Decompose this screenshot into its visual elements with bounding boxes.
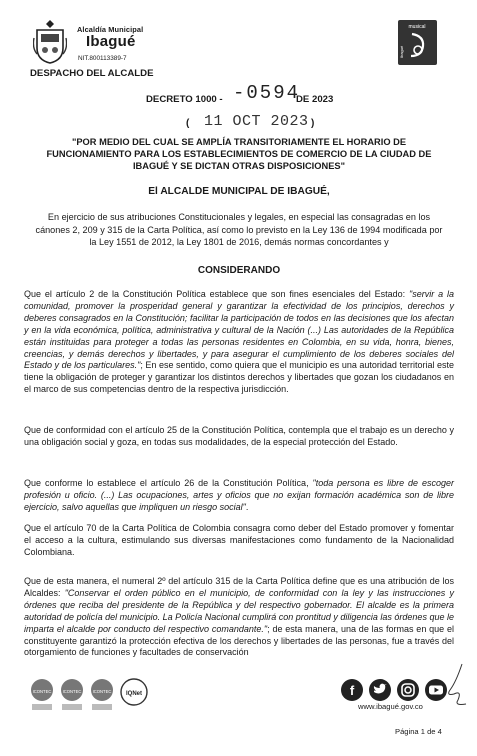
ibague-label: Ibagué [86,33,136,50]
svg-text:ICONTEC: ICONTEC [92,689,112,694]
iqnet-seal-icon [121,679,147,705]
paragraph-text: ; de esta manera, una de las formas en que el constituyente garantizó la protección efectiva de los derechos y libertades de las personas, fue a través del otorgamiento de funciones y facultades de conservación [24,623,454,658]
svg-text:ICONTEC: ICONTEC [32,689,52,694]
nit-label: NIT.800113389-7 [78,55,127,62]
decreto-year: DE 2023 [296,94,334,105]
decreto-label: DECRETO 1000 - [146,94,223,105]
svg-text:IQNet: IQNet [125,691,143,697]
facebook-icon[interactable] [341,679,363,701]
svg-text:Ibagué: Ibagué [399,45,404,58]
icontec-seal-icon [31,679,53,710]
alcalde-heading: El ALCALDE MUNICIPAL DE IBAGUÉ, [148,186,330,197]
icontec-seal-icon [91,679,113,710]
twitter-icon[interactable] [369,679,391,701]
considerando-heading: CONSIDERANDO [197,265,281,276]
paragraph-articulo-25: Que de conformidad con el artículo 25 de la Constitución Política, contempla que el trabajo es un derecho y una obligación social y goza, en todas sus modalidades, de la especial protección del Estado. [24,425,454,447]
page-number: Página 1 de 4 [395,727,442,736]
fecha-close-paren: ) [311,118,315,129]
decreto-number: -0594 [233,82,301,104]
svg-text:f: f [349,683,355,698]
despacho-heading: DESPACHO DEL ALCALDE [30,68,154,79]
decreto-title: "POR MEDIO DEL CUAL SE AMPLÍA TRANSITORIAMENTE EL HORARIO DE FUNCIONAMIENTO PARA LOS ESTABLECIMIENTOS DE COMERCIO DE LA CIUDAD DE IBAGUÉ Y SE DICTAN OTRAS DISPOSICIONES" [46,137,432,171]
paragraph-articulo-315 [24,576,454,659]
icontec-seal-icon [61,679,83,710]
ibague-musical-logo-icon [398,20,437,65]
paragraph-text: Que de esta manera, el numeral 2º del artículo 315 de la Carta Política define que es una atribución de los Alcaldes: [24,576,454,598]
paragraph-text: Que conforme lo establece el artículo 26 de la Constitución Política, [24,478,313,488]
paragraph-articulo-70: Que el artículo 70 de la Carta Política de Colombia consagra como deber del Estado promover y fomentar el acceso a la cultura, estimulando sus diversas manifestaciones como fundamento de la Nacionalidad Colombiana. [24,523,454,557]
ejercicio-paragraph: En ejercicio de sus atribuciones Constitucionales y legales, en especial las consagradas en los cánones 2, 209 y 315 de la Carta Política, así como lo previsto en la Ley 136 de 1994 modificada por la Ley 1551 de 2012, la Ley 1801 de 2016, demás normas concordantes y [35,212,443,248]
social-icons [340,676,452,704]
quote-text: "toda persona es libre de escoger profesión u oficio. (...) Las ocupaciones, artes y oficios que no exijan formación académica son de libre ejercicio, salvo aquellas que impliquen un riesgo social" [24,478,455,512]
paragraph-text: ; En ese sentido, como quiera que el municipio es una autoridad territorial este tiene la obligación de proteger y garantizar los distintos derechos y libertades que gozan los ciudadanos en el marco de sus competencias dentro de la respectiva jurisdicción. [24,360,454,395]
certification-seals [30,676,150,722]
paragraph-text: Que el artículo 2 de la Constitución Política establece que son fines esenciales del Estado: [24,289,410,299]
ibague-crest-icon [33,18,67,64]
instagram-icon[interactable] [397,679,419,701]
svg-text:ICONTEC: ICONTEC [62,689,82,694]
signature-scribble [440,660,470,710]
fecha-stamp: 11 OCT 2023 [204,113,309,130]
paragraph-articulo-26 [24,478,454,514]
musical-logo-text: musical [408,24,426,30]
paragraph-text: . [245,501,249,512]
fecha-open-paren: ( [186,118,190,129]
quote-text: "Conservar el orden público en el municipio, de conformidad con la ley y las instrucciones y órdenes que reciba del presidente de la República y del respectivo gobernador. El alcalde es la primera autoridad de policía del municipio. La Policía Nacional cumplirá con prontitud y diligencia las órdenes que le imparta el alcalde por conducto del respectivo comandante." [24,587,454,634]
website-link[interactable]: www.ibagué.gov.co [358,702,423,711]
alcaldia-label: Alcaldía Municipal [77,25,144,34]
quote-text: "servir a la comunidad, promover la prosperidad general y garantizar la efectividad de los principios, derechos y deberes consagrados en la Constitución; facilitar la participación de todos en las decisiones que los afectan y en la vida económica, política, administrativa y cultural de la Nación (...) Las autoridades de la República están instituidas para proteger a todas las personas residentes en Colombia, en su vida, honra, bienes, creencias, y demás derechos y libertades, y para asegurar el cumplimiento de los deberes sociales del Estado y de los particulares." [24,289,454,371]
paragraph-articulo-2 [24,289,454,396]
